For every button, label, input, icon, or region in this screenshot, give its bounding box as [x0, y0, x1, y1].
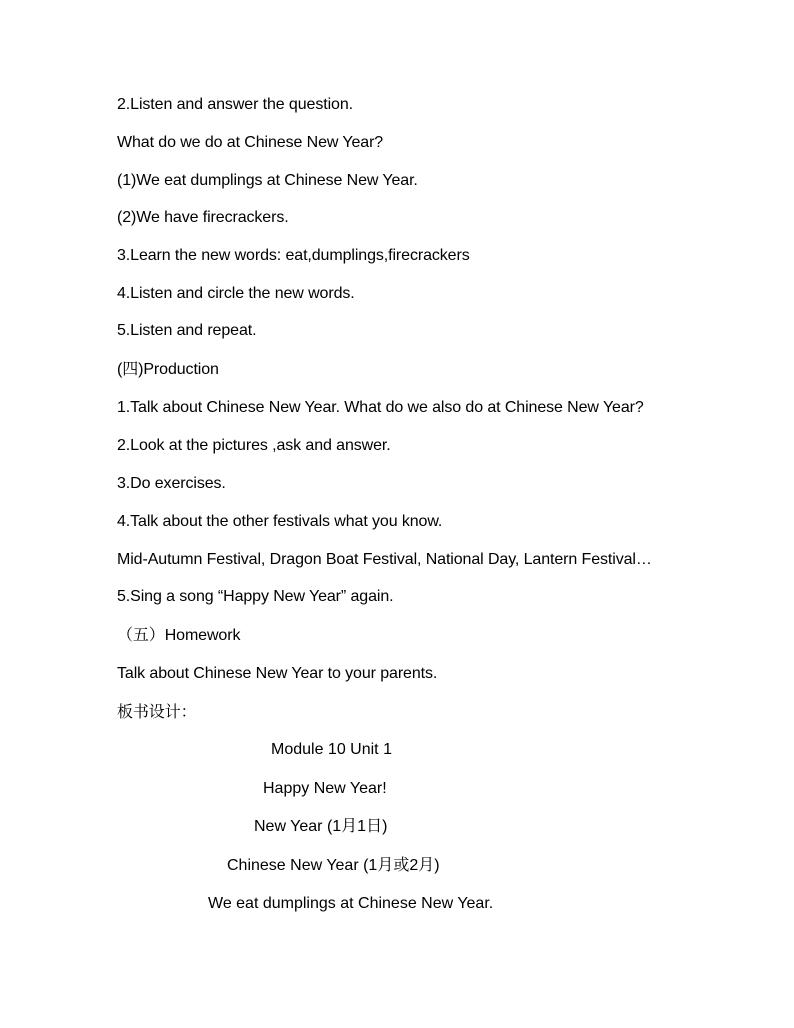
section-production: (四)Production [117, 361, 219, 378]
board-design-heading: 板书设计： [117, 704, 197, 721]
step-repeat: 5.Listen and repeat. [117, 322, 257, 339]
production-step-1: 1.Talk about Chinese New Year. What do we also do at Chinese New Year? [117, 399, 644, 416]
production-step-2: 2.Look at the pictures ,ask and answer. [117, 437, 391, 454]
step-circle-words: 4.Listen and circle the new words. [117, 285, 355, 302]
festival-list: Mid-Autumn Festival, Dragon Boat Festival, National Day, Lantern Festival… [117, 551, 652, 568]
answer-1: (1)We eat dumplings at Chinese New Year. [117, 172, 418, 189]
board-greeting: Happy New Year! [263, 780, 387, 797]
answer-2: (2)We have firecrackers. [117, 209, 289, 226]
step-new-words: 3.Learn the new words: eat,dumplings,firecrackers [117, 247, 470, 264]
board-new-year: New Year (1月1日) [254, 818, 388, 835]
board-dumplings-sentence: We eat dumplings at Chinese New Year. [208, 895, 494, 912]
step-listen-answer: 2.Listen and answer the question. [117, 96, 353, 113]
production-step-4: 4.Talk about the other festivals what you know. [117, 513, 443, 530]
homework-text: Talk about Chinese New Year to your parents. [117, 665, 438, 682]
production-step-3: 3.Do exercises. [117, 475, 226, 492]
production-step-5: 5.Sing a song “Happy New Year” again. [117, 588, 394, 605]
board-module-title: Module 10 Unit 1 [271, 741, 392, 758]
section-homework: （五）Homework [117, 627, 241, 644]
board-chinese-new-year: Chinese New Year (1月或2月) [227, 857, 440, 874]
question-line: What do we do at Chinese New Year? [117, 134, 384, 151]
